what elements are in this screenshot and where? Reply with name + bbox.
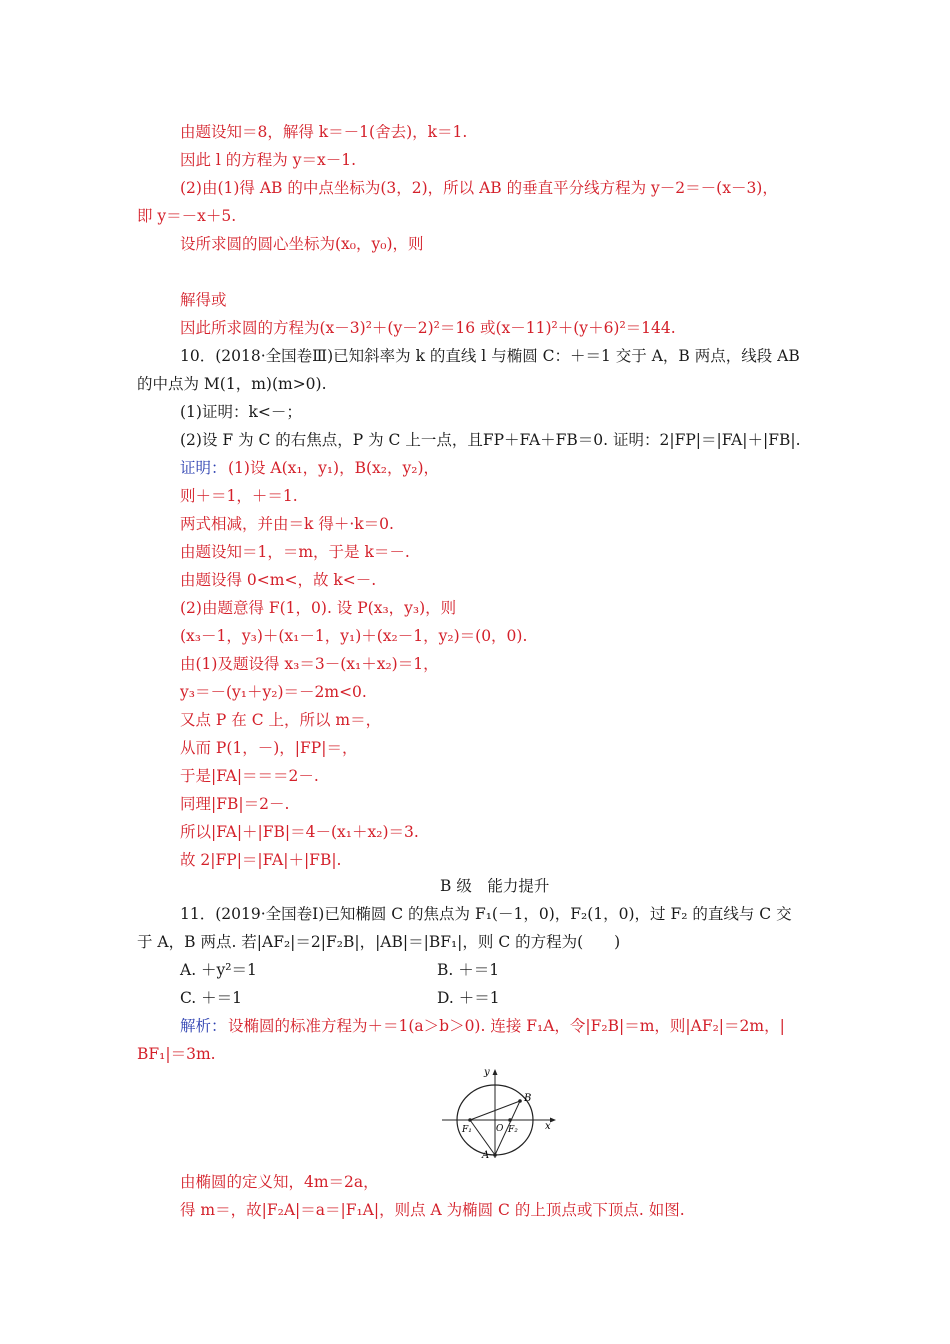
text-line: 由题设知＝8，解得 k＝－1(舍去)，k＝1.: [180, 123, 468, 141]
fig-label-f2: F₂: [508, 1125, 518, 1135]
text-line: 故 2|FP|＝|FA|＋|FB|.: [180, 851, 342, 869]
text-line: 于 A，B 两点. 若|AF₂|＝2|F₂B|，|AB|＝|BF₁|，则 C 的方程为( ): [137, 933, 621, 951]
text-line: (1)证明：k<－；: [180, 403, 302, 421]
text-line: 于是|FA|＝＝＝2－.: [180, 767, 319, 785]
text-line: 所以|FA|＋|FB|＝4－(x₁＋x₂)＝3.: [180, 823, 419, 841]
fig-label-x: x: [545, 1121, 551, 1132]
text-line: D. ＋＝1: [437, 989, 500, 1007]
text-line: y₃＝－(y₁＋y₂)＝－2m<0.: [180, 683, 367, 701]
fig-label-o: O: [496, 1124, 504, 1134]
text-line: (1)设 A(x₁，y₁)，B(x₂，y₂)，: [228, 459, 440, 477]
text-line: (2)由(1)得 AB 的中点坐标为(3，2)，所以 AB 的垂直平分线方程为 y－2＝－(x－3)，: [180, 179, 778, 197]
text-line: 同理|FB|＝2－.: [180, 795, 290, 813]
text-line: (x₃－1，y₃)＋(x₁－1，y₁)＋(x₂－1，y₂)＝(0，0).: [180, 627, 528, 645]
text-line: 11．(2019·全国卷Ⅰ)已知椭圆 C 的焦点为 F₁(－1，0)，F₂(1，0)，过 F₂ 的直线与 C 交: [180, 905, 792, 923]
text-line: BF₁|＝3m.: [137, 1045, 216, 1063]
text-line: 又点 P 在 C 上，所以 m＝，: [180, 711, 382, 729]
fig-label-b: B: [524, 1093, 532, 1104]
text-line: B 级 能力提升: [440, 877, 550, 895]
text-line: 由题设得 0<m<，故 k<－.: [180, 571, 377, 589]
fig-label-a: A: [482, 1150, 490, 1161]
text-line: 设所求圆的圆心坐标为(x₀，y₀)，则: [180, 235, 424, 253]
text-line: B. ＋＝1: [437, 961, 500, 979]
text-line: 得 m＝，故|F₂A|＝a＝|F₁A|，则点 A 为椭圆 C 的上顶点或下顶点. 如图.: [180, 1201, 685, 1219]
text-line: 因此 l 的方程为 y＝x－1.: [180, 151, 357, 169]
text-line: 证明：: [180, 459, 227, 477]
text-line: 由椭圆的定义知，4m＝2a，: [180, 1173, 379, 1191]
text-line: 解析：: [180, 1017, 227, 1035]
text-line: 的中点为 M(1，m)(m>0).: [137, 375, 327, 393]
ellipse-figure: [440, 1063, 560, 1163]
text-line: 从而 P(1，－)，|FP|＝，: [180, 739, 358, 757]
text-line: C. ＋＝1: [180, 989, 243, 1007]
text-line: A. ＋y²＝1: [180, 961, 257, 979]
text-line: 即 y＝－x＋5.: [137, 207, 237, 225]
text-line: 由(1)及题设得 x₃＝3－(x₁＋x₂)＝1，: [180, 655, 439, 673]
text-line: 两式相减，并由＝k 得＋·k＝0.: [180, 515, 394, 533]
text-line: 解得或: [180, 291, 227, 309]
text-line: 10．(2018·全国卷Ⅲ)已知斜率为 k 的直线 l 与椭圆 C：＋＝1 交于 A，B 两点，线段 AB: [180, 347, 800, 365]
text-line: 设椭圆的标准方程为＋＝1(a＞b＞0). 连接 F₁A，令|F₂B|＝m，则|AF₂|＝2m，|: [228, 1017, 785, 1035]
text-line: 由题设知＝1，＝m，于是 k＝－.: [180, 543, 410, 561]
fig-label-f1: F₁: [462, 1125, 472, 1135]
fig-label-y: y: [484, 1067, 490, 1078]
text-line: (2)由题意得 F(1，0). 设 P(x₃，y₃)，则: [180, 599, 457, 617]
text-line: 则＋＝1，＋＝1.: [180, 487, 298, 505]
text-line: 因此所求圆的方程为(x－3)²＋(y－2)²＝16 或(x－11)²＋(y＋6)²＝144.: [180, 319, 676, 337]
text-line: (2)设 F 为 C 的右焦点，P 为 C 上一点，且FP＋FA＋FB＝0. 证明：2|FP|＝|FA|＋|FB|.: [180, 431, 801, 449]
